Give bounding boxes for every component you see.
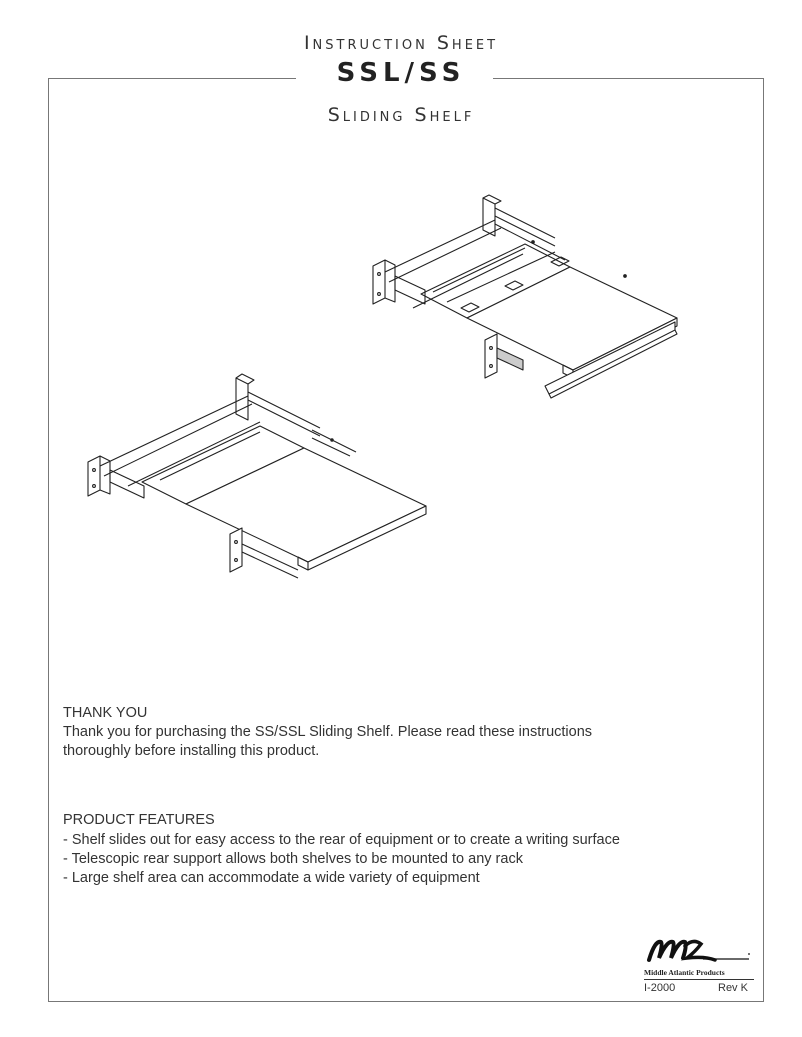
product-name: Sliding Shelf — [327, 104, 475, 126]
thank-you-heading: THANK YOU — [63, 705, 148, 721]
frame-bottom — [48, 1001, 764, 1002]
model-title: SSL/SS — [336, 58, 466, 88]
feature-item: - Large shelf area can accommodate a wide variety of equipment — [63, 870, 480, 886]
document-number: I-2000 — [644, 982, 676, 994]
frame-right — [763, 78, 764, 1002]
thank-you-line-1: Thank you for purchasing the SS/SSL Sliding Shelf. Please read these instructions — [63, 724, 593, 740]
middle-atlantic-logo — [645, 934, 755, 964]
thank-you-line-2: thoroughly before installing this product. — [63, 743, 320, 759]
revision-label: Rev K — [718, 982, 748, 994]
sliding-shelf-extended-drawing — [80, 370, 440, 590]
logo-underline — [644, 979, 754, 980]
logo-caption: Middle Atlantic Products — [644, 968, 725, 977]
feature-item: - Telescopic rear support allows both shelves to be mounted to any rack — [63, 851, 523, 867]
feature-item: - Shelf slides out for easy access to the rear of equipment or to create a writing surface — [63, 832, 620, 848]
sheet-label: Instruction Sheet — [303, 32, 499, 54]
frame-left — [48, 78, 49, 1002]
features-heading: PRODUCT FEATURES — [63, 812, 215, 828]
